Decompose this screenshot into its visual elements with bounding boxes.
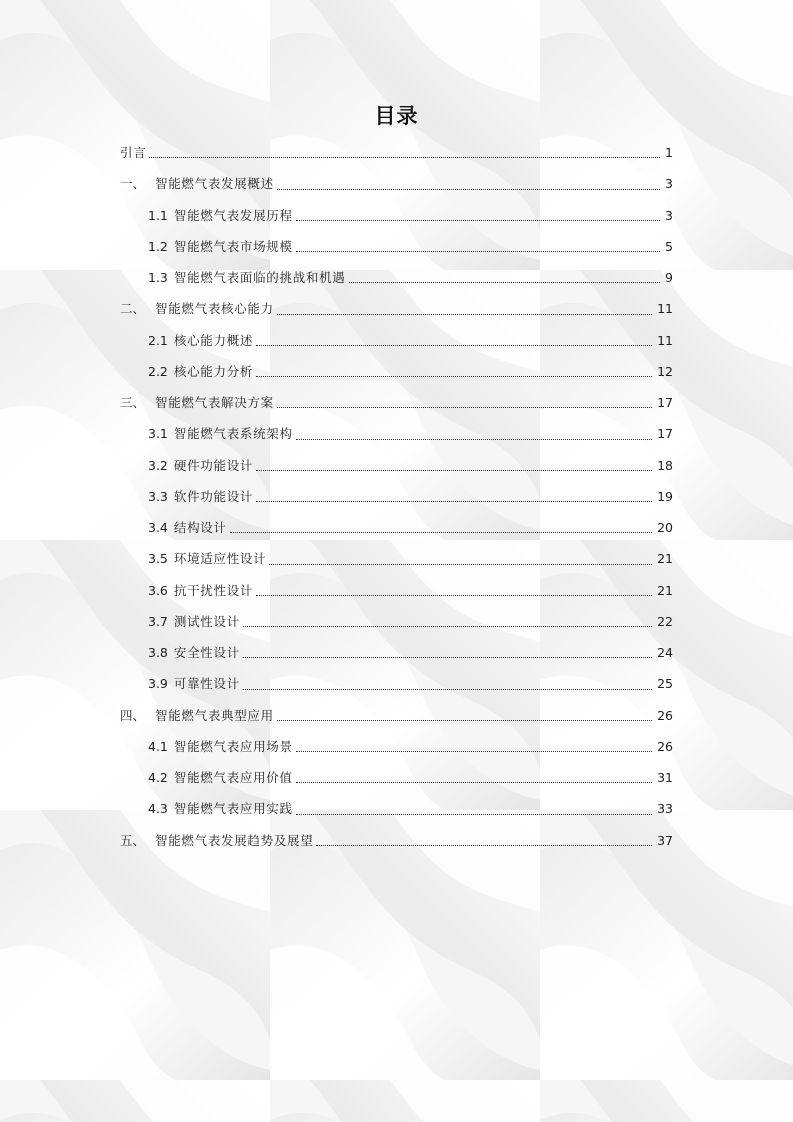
toc-dot-leader: [316, 844, 652, 846]
toc-entry-title: 环境适应性设计: [173, 551, 267, 567]
toc-entry-number: 1.2: [148, 238, 168, 254]
toc-entry-title: 抗干扰性设计: [173, 582, 254, 598]
toc-entry-number: 3.9: [148, 676, 168, 692]
toc-page-number: 31: [657, 770, 673, 785]
toc-entry[interactable]: [120, 606, 673, 637]
toc-page-number: 1: [665, 145, 673, 160]
toc-entry-title: 智能燃气表核心能力: [155, 301, 274, 317]
toc-entry[interactable]: [120, 387, 673, 418]
toc-entry-title: 软件功能设计: [173, 488, 254, 504]
table-of-contents: [120, 137, 673, 856]
toc-entry[interactable]: [120, 481, 673, 512]
toc-page-number: 33: [657, 801, 673, 817]
toc-entry-number: 3.5: [148, 551, 168, 567]
toc-entry-title: 智能燃气表系统架构: [173, 426, 293, 442]
toc-dot-leader: [277, 313, 652, 315]
toc-entry[interactable]: [120, 762, 673, 793]
toc-entry[interactable]: [120, 231, 673, 262]
toc-entry-title: 智能燃气表应用实践: [173, 801, 293, 817]
toc-entry[interactable]: [120, 512, 673, 543]
toc-page-number: 21: [657, 582, 673, 598]
toc-page-number: 22: [657, 613, 673, 629]
toc-dot-leader: [296, 781, 652, 783]
toc-entry-title: 引言: [120, 145, 147, 160]
toc-entry-title: 智能燃气表市场规模: [173, 238, 293, 254]
toc-dot-leader: [277, 719, 652, 721]
toc-entry-number: 4.1: [148, 738, 168, 754]
toc-entry[interactable]: [120, 356, 673, 387]
toc-dot-leader: [277, 406, 652, 408]
toc-entry[interactable]: [120, 293, 673, 324]
toc-entry[interactable]: [120, 200, 673, 231]
toc-page-number: 20: [657, 520, 673, 535]
toc-page-number: 17: [657, 395, 673, 410]
toc-entry[interactable]: [120, 168, 673, 199]
toc-page-number: 11: [657, 301, 673, 317]
toc-dot-leader: [296, 250, 660, 252]
toc-entry-number: 3.3: [148, 488, 168, 504]
toc-page-number: 26: [657, 707, 673, 723]
toc-page-number: 26: [657, 738, 673, 754]
toc-page-number: 3: [665, 207, 673, 223]
toc-entry-title: 智能燃气表应用场景: [173, 738, 293, 754]
toc-entry[interactable]: [120, 668, 673, 699]
toc-dot-leader: [349, 281, 661, 283]
toc-page-number: 18: [657, 457, 673, 473]
toc-entry-title: 智能燃气表发展历程: [173, 207, 293, 223]
toc-entry-number: 三、: [120, 395, 146, 410]
toc-page-number: 25: [657, 676, 673, 692]
toc-dot-leader: [296, 813, 652, 815]
toc-dot-leader: [296, 750, 652, 752]
page-title: 目录: [374, 104, 419, 128]
toc-entry-title: 智能燃气表解决方案: [155, 395, 274, 410]
toc-entry-title: 测试性设计: [173, 613, 240, 629]
toc-dot-leader: [277, 188, 660, 190]
toc-page-number: 12: [657, 363, 673, 379]
toc-dot-leader: [296, 438, 652, 440]
toc-page-number: 5: [665, 238, 673, 254]
toc-entry-number: 3.1: [148, 426, 168, 442]
toc-entry-number: 3.6: [148, 582, 168, 598]
toc-entry-title: 核心能力分析: [173, 363, 254, 379]
toc-entry-title: 智能燃气表典型应用: [155, 707, 274, 723]
toc-entry-number: 3.2: [148, 457, 168, 473]
toc-entry[interactable]: [120, 450, 673, 481]
toc-entry-title: 结构设计: [173, 520, 227, 535]
toc-entry-title: 硬件功能设计: [173, 457, 254, 473]
toc-dot-leader: [230, 531, 652, 533]
toc-entry[interactable]: [120, 325, 673, 356]
toc-entry[interactable]: [120, 575, 673, 606]
toc-entry-number: 四、: [120, 707, 146, 723]
toc-page-number: 3: [665, 176, 673, 192]
toc-page-number: 24: [657, 645, 673, 660]
toc-page-number: 9: [665, 270, 673, 285]
toc-entry-number: 2.1: [148, 332, 168, 348]
toc-dot-leader: [256, 500, 652, 502]
toc-dot-leader: [256, 344, 652, 346]
toc-entry[interactable]: [120, 543, 673, 574]
toc-entry-number: 一、: [120, 176, 146, 192]
toc-entry-number: 3.7: [148, 613, 168, 629]
toc-entry[interactable]: [120, 731, 673, 762]
toc-entry-title: 智能燃气表发展趋势及展望: [155, 832, 314, 848]
toc-entry-number: 1.1: [148, 207, 168, 223]
toc-entry-number: 五、: [120, 832, 146, 848]
toc-entry-number: 3.4: [148, 520, 168, 535]
toc-entry-number: 4.3: [148, 801, 168, 817]
toc-entry-number: 3.8: [148, 645, 168, 660]
toc-page-number: 17: [657, 426, 673, 442]
toc-entry[interactable]: [120, 825, 673, 856]
toc-page-number: 11: [657, 332, 673, 348]
toc-dot-leader: [296, 219, 660, 221]
toc-dot-leader: [256, 469, 652, 471]
toc-entry[interactable]: [120, 637, 673, 668]
toc-entry[interactable]: [120, 700, 673, 731]
toc-entry-number: 1.3: [148, 270, 168, 285]
toc-entry-title: 智能燃气表发展概述: [155, 176, 274, 192]
toc-page-number: 37: [657, 832, 673, 848]
toc-page-number: 21: [657, 551, 673, 567]
toc-entry[interactable]: [120, 793, 673, 824]
toc-dot-leader: [269, 563, 652, 565]
toc-entry[interactable]: [120, 418, 673, 449]
toc-entry-number: 2.2: [148, 363, 168, 379]
toc-page-number: 19: [657, 488, 673, 504]
toc-dot-leader: [243, 656, 652, 658]
toc-dot-leader: [149, 156, 660, 158]
toc-dot-leader: [256, 594, 652, 596]
toc-entry-title: 核心能力概述: [173, 332, 254, 348]
toc-entry-title: 智能燃气表应用价值: [173, 770, 293, 785]
toc-entry-number: 二、: [120, 301, 146, 317]
toc-entry-number: 4.2: [148, 770, 168, 785]
toc-entry-title: 安全性设计: [173, 645, 240, 660]
toc-entry[interactable]: [120, 137, 673, 168]
toc-dot-leader: [243, 625, 652, 627]
toc-dot-leader: [243, 688, 652, 690]
toc-dot-leader: [256, 375, 652, 377]
toc-entry-title: 可靠性设计: [173, 676, 240, 692]
toc-entry[interactable]: [120, 262, 673, 293]
toc-entry-title: 智能燃气表面临的挑战和机遇: [173, 270, 346, 285]
